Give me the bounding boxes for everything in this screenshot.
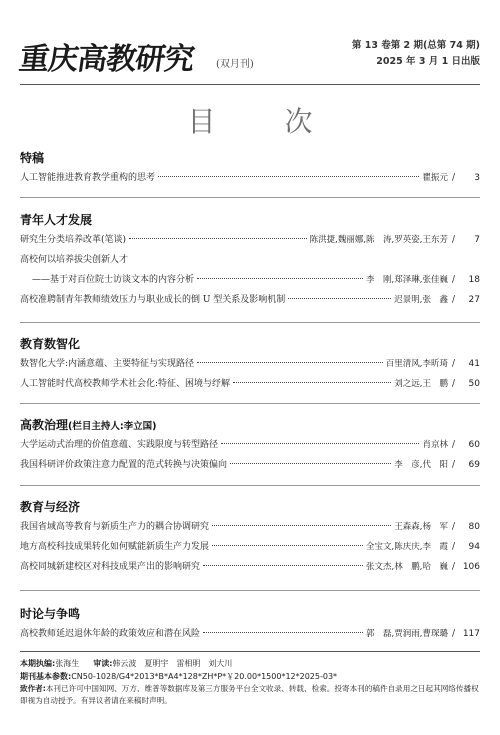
toc-heading: 目 次 — [187, 105, 343, 138]
separator: / — [451, 235, 455, 245]
entry-page: 27 — [468, 295, 480, 305]
entry-page: 80 — [468, 522, 480, 532]
leader-dots — [158, 176, 419, 177]
entry-page: 18 — [468, 275, 480, 285]
separator: / — [451, 522, 455, 532]
entry-authors: 王森森,杨 军 — [394, 522, 448, 532]
section-governance — [20, 415, 480, 475]
journal-title: 重庆高教研究 — [17, 42, 196, 77]
separator: / — [451, 562, 455, 572]
entry-page: 50 — [468, 379, 480, 389]
entry-page: 69 — [468, 460, 480, 470]
section-title: 时论与争鸣 — [20, 607, 81, 621]
section-title: 教育与经济 — [20, 500, 81, 514]
proofreader-names: 韩云波 夏明宇 雷相明 刘大川 — [112, 659, 233, 668]
entry-authors: 全宝文,陈庆庆,李 霞 — [366, 542, 448, 552]
entry-title: 地方高校科技成果转化如何赋能新质生产力发展 — [20, 542, 210, 552]
toc-entry[interactable] — [20, 435, 480, 455]
column-host: (栏目主持人:李立国) — [68, 421, 157, 432]
entry-title: 高校何以培养拔尖创新人才 — [20, 255, 129, 265]
publication-frequency: (双月刊) — [216, 59, 254, 70]
entry-page: 94 — [468, 542, 480, 552]
section-young-talent — [20, 210, 480, 310]
footer-rule — [20, 651, 480, 652]
publish-date: 2025 年 3 月 1 日出版 — [376, 56, 480, 67]
separator: / — [451, 629, 455, 639]
toc-entry[interactable] — [20, 168, 480, 188]
entry-authors: 肖京林 — [422, 440, 448, 450]
entry-page: 117 — [462, 629, 480, 639]
entry-page: 3 — [474, 173, 480, 183]
journal-header — [17, 36, 480, 80]
separator: / — [451, 440, 455, 450]
exec-editor-label: 本期执编: — [20, 659, 56, 668]
params-value: CN50-1028/G4*2013*B*A4*128*ZH*P*￥20.00*1500*12*2025-03* — [71, 672, 338, 681]
exec-editor-name: 张海生 — [55, 659, 80, 668]
toc-entry[interactable] — [20, 455, 480, 475]
leader-dots — [212, 545, 363, 546]
leader-dots — [197, 362, 383, 363]
entry-authors: 刘之远,王 鹏 — [394, 379, 448, 389]
editor-row — [20, 657, 480, 670]
leader-dots — [212, 525, 391, 526]
toc-entry[interactable] — [20, 624, 480, 644]
entry-authors: 张文杰,林 鹏,哈 巍 — [366, 562, 448, 572]
entry-authors: 李 刚,郑泽琳,张佳巍 — [366, 275, 448, 285]
section-title: 教育数智化 — [20, 337, 81, 351]
leader-dots — [230, 463, 391, 464]
leader-dots — [203, 632, 363, 633]
section-divider — [20, 485, 480, 486]
entry-title: 我国科研评价政策注意力配置的范式转换与决策偏向 — [20, 460, 228, 470]
entry-title: 人工智能时代高校教师学术社会化:特征、困境与纾解 — [20, 379, 231, 389]
entry-title: 我国省域高等教育与新质生产力的耦合协调研究 — [20, 522, 210, 532]
entry-title: ——基于对百位院士访谈文本的内容分析 — [32, 275, 195, 285]
entry-page: 60 — [468, 440, 480, 450]
section-title — [20, 415, 480, 435]
colophon — [20, 657, 480, 707]
entry-authors: 迟景明,张 鑫 — [394, 295, 448, 305]
entry-title: 高校准聘制青年教师绩效压力与职业成长的倒 U 型关系及影响机制 — [20, 295, 286, 305]
section-divider — [20, 197, 480, 198]
entry-title: 高校教师延迟退休年龄的政策效应和潜在风险 — [20, 629, 201, 639]
toc-entry[interactable] — [20, 537, 480, 557]
leader-dots — [197, 278, 363, 279]
entry-title: 大学运动式治理的价值意蕴、实践限度与转型路径 — [20, 440, 219, 450]
leader-dots — [233, 382, 391, 383]
entry-page: 106 — [462, 562, 480, 572]
proofreader-label: 审读: — [93, 659, 113, 668]
entry-title: 研究生分类培养改革(笔谈) — [20, 235, 127, 245]
notice-label: 致作者: — [20, 684, 46, 693]
toc-entry[interactable] — [20, 557, 480, 577]
separator: / — [451, 173, 455, 183]
section-divider — [20, 403, 480, 404]
entry-title: 人工智能推进教育教学重构的思考 — [20, 173, 156, 183]
toc-entry[interactable] — [20, 517, 480, 537]
section-commentary — [20, 604, 480, 644]
leader-dots — [221, 443, 419, 444]
section-title: 青年人才发展 — [20, 213, 93, 227]
separator: / — [451, 275, 455, 285]
entry-authors: 百里清风,李昕琦 — [385, 359, 448, 369]
issue-info — [352, 38, 480, 70]
entry-page: 41 — [468, 359, 480, 369]
section-divider — [20, 322, 480, 323]
entry-authors: 李 彦,代 阳 — [394, 460, 448, 470]
notice-text: 本刊已许可中国知网、万方、维普等数据库及第三方服务平台全文收录、转载、检索。投寄本刊的稿件自录用之日起其网络传播权即视为自动授予。有异议者请在来稿时声明。 — [20, 684, 479, 705]
separator: / — [451, 379, 455, 389]
section-digital-education — [20, 334, 480, 394]
separator: / — [451, 359, 455, 369]
separator: / — [451, 460, 455, 470]
params-label: 期刊基本参数: — [20, 672, 72, 681]
entry-authors: 陈洪捷,魏丽娜,陈 涛,罗英姿,王东芳 — [309, 235, 448, 245]
section-title: 特稿 — [20, 151, 45, 165]
toc-entry[interactable] — [20, 354, 480, 374]
toc-entry[interactable] — [20, 230, 480, 250]
section-divider — [20, 590, 480, 591]
entry-title: 高校同城新建校区对科技成果产出的影响研究 — [20, 562, 201, 572]
toc-entry-subtitle[interactable] — [20, 270, 480, 290]
toc-entry[interactable] — [20, 250, 480, 270]
section-title-text: 高教治理 — [20, 418, 69, 432]
separator: / — [451, 295, 455, 305]
section-education-economy — [20, 497, 480, 577]
author-notice — [20, 683, 480, 707]
toc-entry[interactable] — [20, 290, 480, 310]
separator: / — [451, 542, 455, 552]
issue-number: 第 13 卷第 2 期(总第 74 期) — [351, 40, 480, 51]
leader-dots — [288, 298, 391, 299]
leader-dots — [203, 565, 363, 566]
entry-authors: 瞿振元 — [422, 173, 448, 183]
section-special — [20, 148, 480, 188]
entry-authors: 郭 磊,贾润雨,曹琛璐 — [366, 629, 448, 639]
entry-title: 数智化大学:内涵意蕴、主要特征与实现路径 — [20, 359, 195, 369]
params-row — [20, 670, 480, 683]
toc-entry[interactable] — [20, 374, 480, 394]
entry-page: 7 — [474, 235, 480, 245]
leader-dots — [129, 238, 307, 239]
header-rule — [20, 84, 480, 85]
